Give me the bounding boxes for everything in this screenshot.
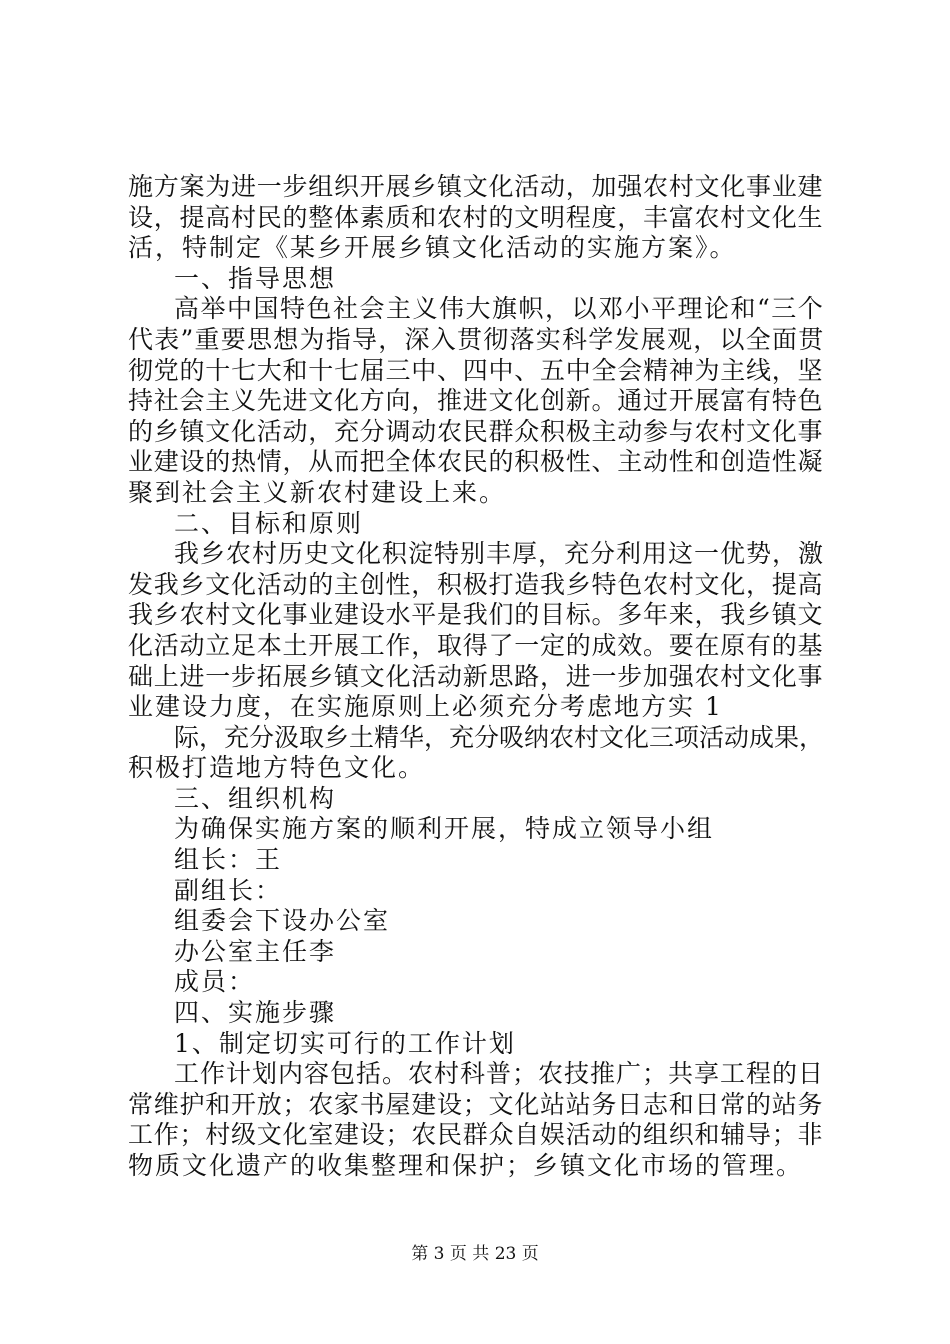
text-line: 设，提高村民的整体素质和农村的文明程度，丰富农村文化生: [128, 202, 824, 232]
text-line: 积极打造地方特色文化。: [128, 753, 426, 783]
text-line: 工作；村级文化室建设；农民群众自娱活动的组织和辅导；非: [128, 1120, 824, 1150]
text-line: 化活动立足本土开展工作，取得了一定的成效。要在原有的基: [128, 630, 824, 660]
page-number: 第 3 页 共 23 页: [411, 1244, 539, 1264]
text-line: 业建设的热情，从而把全体农民的积极性、主动性和创造性凝: [128, 447, 824, 477]
text-line: 三、组织机构: [174, 783, 337, 813]
text-line: 二、目标和原则: [174, 508, 364, 538]
text-line: 组长：王: [174, 845, 283, 875]
text-line: 代表”重要思想为指导，深入贯彻落实科学发展观，以全面贯: [128, 324, 825, 354]
text-line: 办公室主任李: [174, 936, 337, 966]
text-line: 的乡镇文化活动，充分调动农民群众积极主动参与农村文化事: [128, 416, 824, 446]
text-line: 发我乡文化活动的主创性，积极打造我乡特色农村文化，提高: [128, 569, 824, 599]
text-line: 1、制定切实可行的工作计划: [174, 1028, 516, 1058]
text-line: 础上进一步拓展乡镇文化活动新思路，进一步加强农村文化事: [128, 661, 824, 691]
text-line: 成员：: [174, 967, 256, 997]
text-line: 高举中国特色社会主义伟大旗帜，以邓小平理论和“三个: [174, 294, 825, 324]
text-line: 常维护和开放；农家书屋建设；文化站站务日志和日常的站务: [128, 1089, 824, 1119]
text-line: 一、指导思想: [174, 263, 337, 293]
document-body: [128, 172, 828, 1182]
text-line: 施方案为进一步组织开展乡镇文化活动，加强农村文化事业建: [128, 172, 824, 201]
text-line: 组委会下设办公室: [174, 906, 391, 936]
text-line: 际，充分汲取乡土精华，充分吸纳农村文化三项活动成果，: [174, 722, 825, 752]
text-line: 业建设力度，在实施原则上必须充分考虑地方实 1: [128, 692, 723, 722]
text-line: 四、实施步骤: [174, 998, 337, 1028]
text-line: 为确保实施方案的顺利开展，特成立领导小组: [174, 814, 715, 844]
text-line: 彻党的十七大和十七届三中、四中、五中全会精神为主线，坚: [128, 355, 824, 385]
text-line: 工作计划内容包括。农村科普；农技推广；共享工程的日: [174, 1059, 825, 1089]
text-line: 聚到社会主义新农村建设上来。: [128, 477, 507, 507]
text-line: 持社会主义先进文化方向，推进文化创新。通过开展富有特色: [128, 386, 824, 416]
text-line: 副组长：: [174, 875, 283, 905]
text-line: 活，特制定《某乡开展乡镇文化活动的实施方案》。: [128, 233, 737, 263]
text-line: 我乡农村文化事业建设水平是我们的目标。多年来，我乡镇文: [128, 600, 824, 630]
text-line: 物质文化遗产的收集整理和保护；乡镇文化市场的管理。: [128, 1151, 804, 1180]
text-line: 我乡农村历史文化积淀特别丰厚，充分利用这一优势，激: [174, 539, 825, 569]
